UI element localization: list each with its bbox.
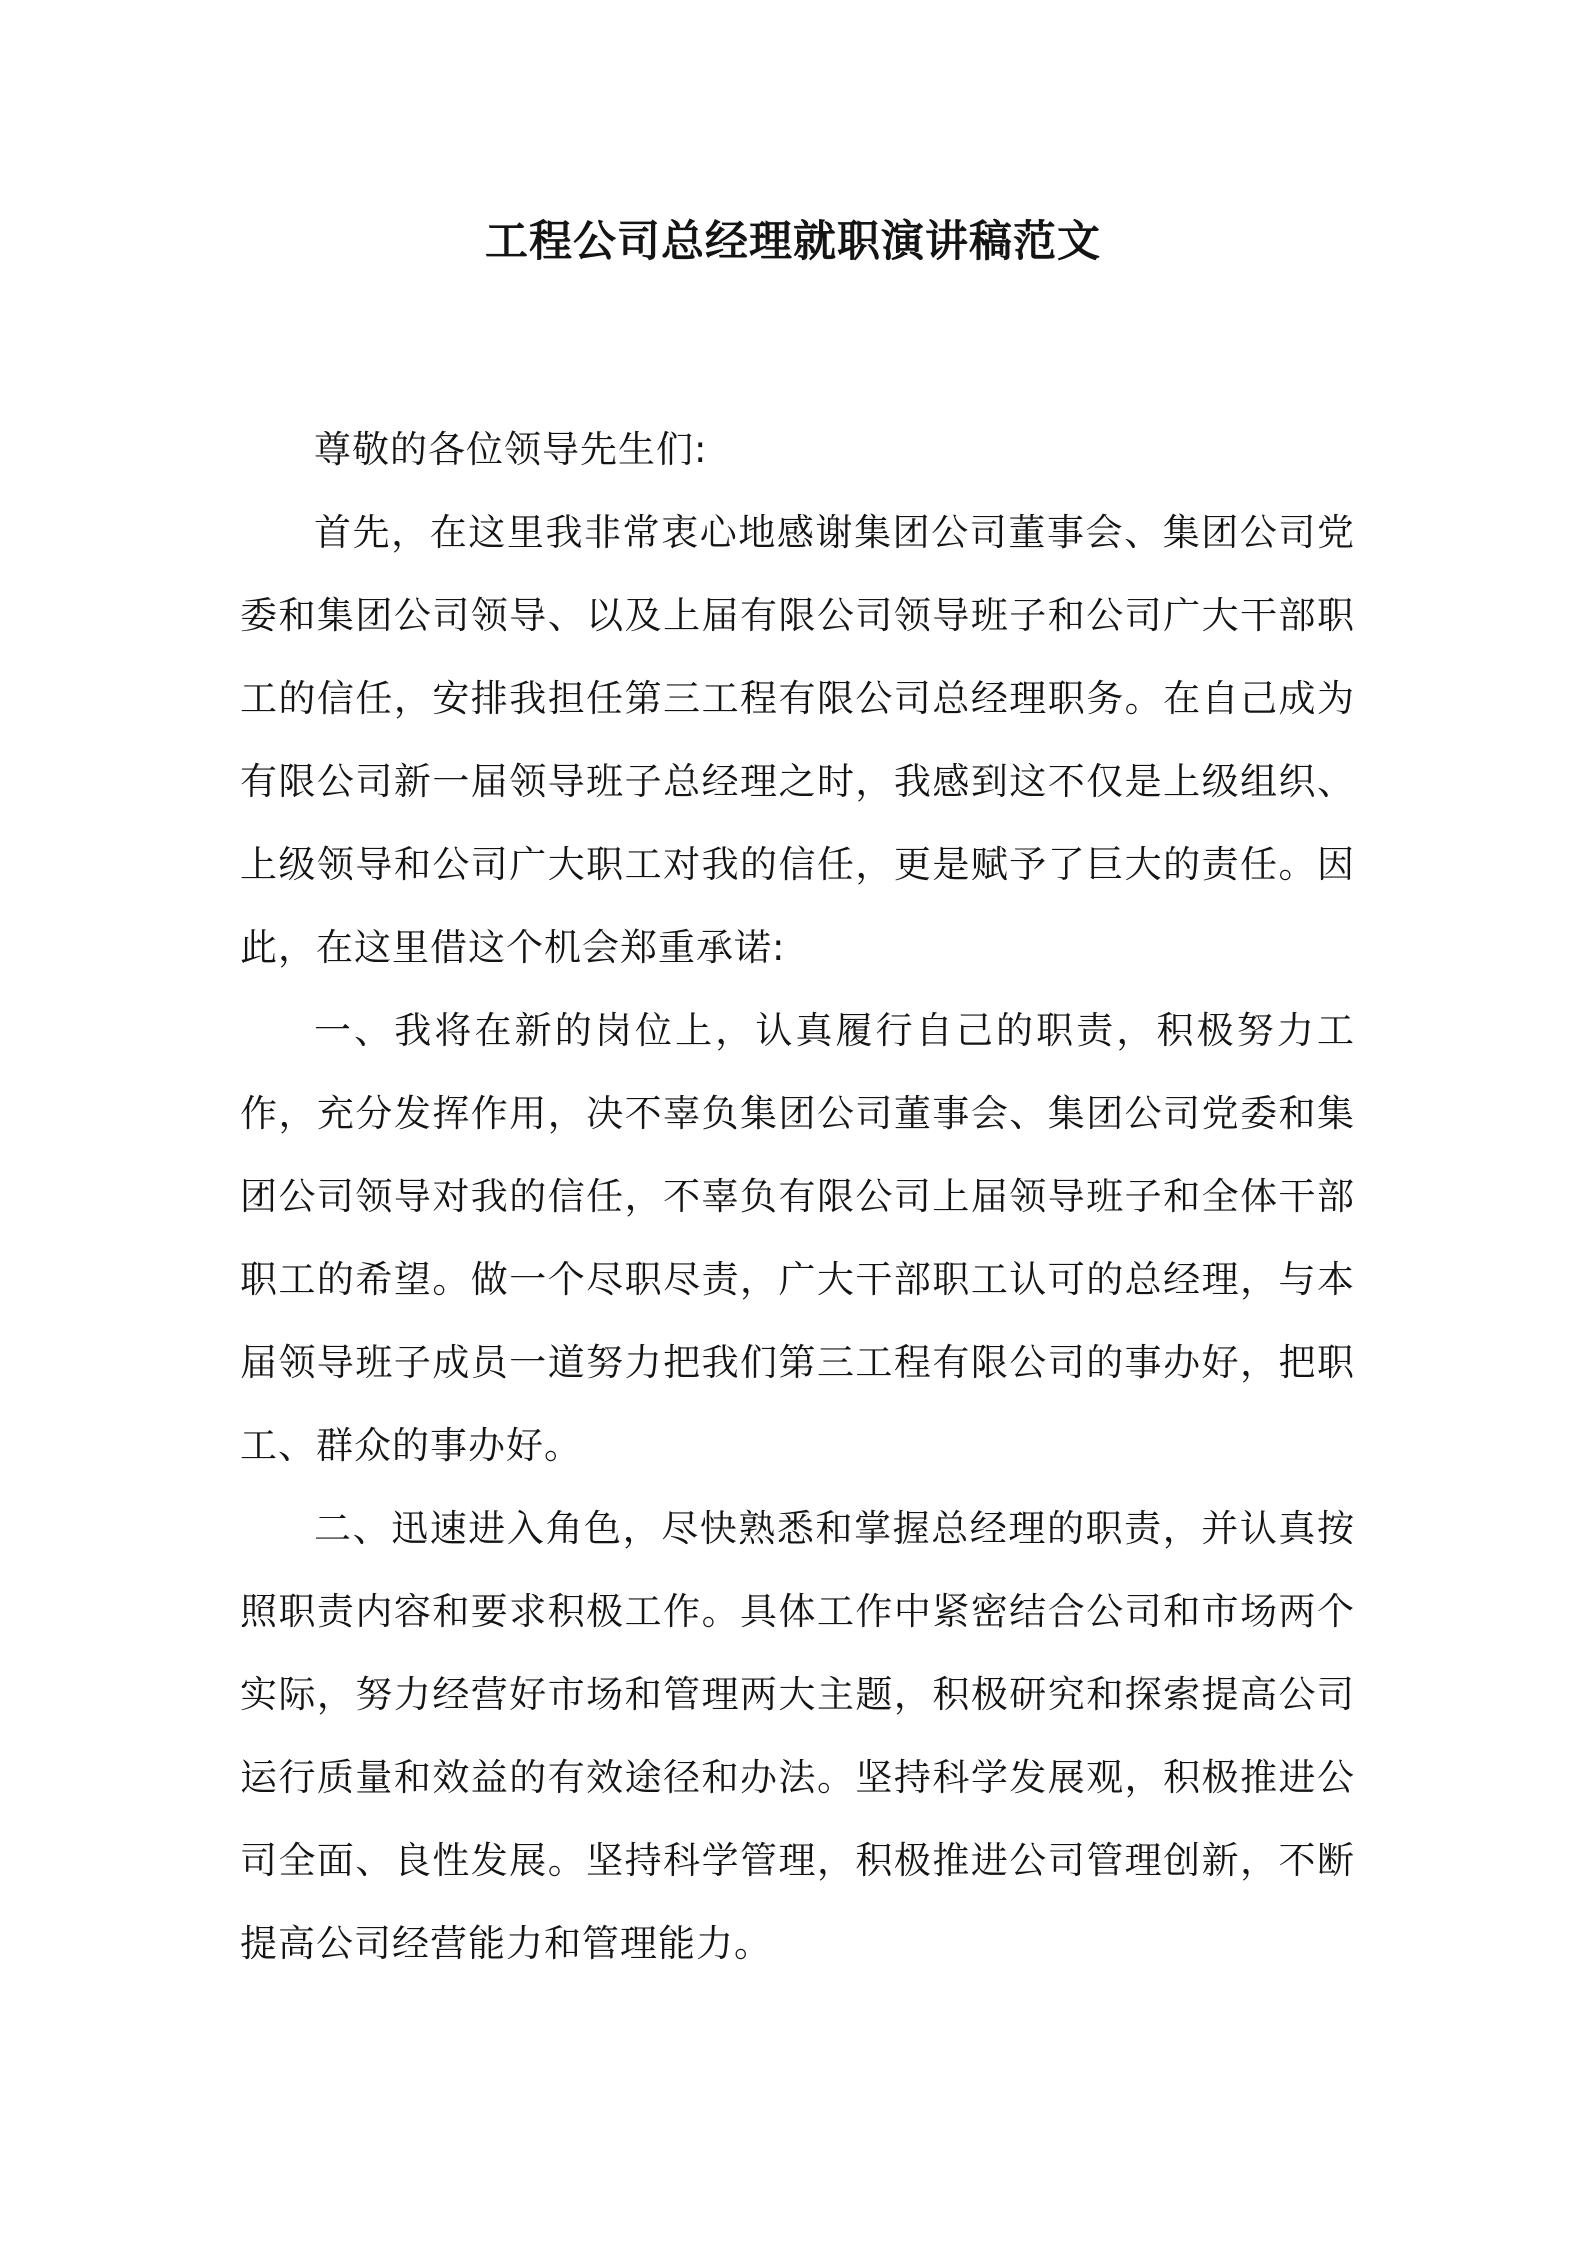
- paragraph-intro: 首先，在这里我非常衷心地感谢集团公司董事会、集团公司党委和集团公司领导、以及上届有限公司领导班子和公司广大干部职工的信任，安排我担任第三工程有限公司总经理职务。在自己成为有限公司新一届领导班子总经理之时，我感到这不仅是上级组织、上级领导和公司广大职工对我的信任，更是赋予了巨大的责任。因此，在这里借这个机会郑重承诺:: [240, 511, 1355, 969]
- salutation: 尊敬的各位领导先生们:: [314, 428, 708, 471]
- document-title: 工程公司总经理就职演讲稿范文: [485, 217, 1101, 267]
- document-body: [240, 408, 1355, 1985]
- paragraph-point-one: 一、我将在新的岗位上，认真履行自己的职责，积极努力工作，充分发挥作用，决不辜负集团公司董事会、集团公司党委和集团公司领导对我的信任，不辜负有限公司上届领导班子和全体干部职工的希望。做一个尽职尽责，广大干部职工认可的总经理，与本届领导班子成员一道努力把我们第三工程有限公司的事办好，把职工、群众的事办好。: [240, 1009, 1355, 1467]
- paragraph-point-two: 二、迅速进入角色，尽快熟悉和掌握总经理的职责，并认真按照职责内容和要求积极工作。具体工作中紧密结合公司和市场两个实际，努力经营好市场和管理两大主题，积极研究和探索提高公司运行质量和效益的有效途径和办法。坚持科学发展观，积极推进公司全面、良性发展。坚持科学管理，积极推进公司管理创新，不断提高公司经营能力和管理能力。: [240, 1507, 1355, 1965]
